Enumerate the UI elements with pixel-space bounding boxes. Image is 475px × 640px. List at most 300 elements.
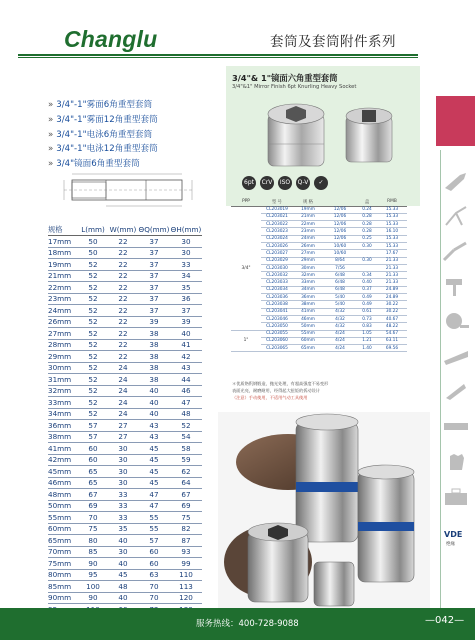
table-cell: 55mm bbox=[48, 512, 78, 524]
table-cell: 24 bbox=[108, 362, 138, 374]
table-cell: 52 bbox=[78, 259, 108, 271]
table-cell: 30 bbox=[108, 546, 138, 558]
table-cell: 43 bbox=[170, 362, 202, 374]
table-cell: 29mm bbox=[48, 351, 78, 363]
table-cell: 85 bbox=[78, 546, 108, 558]
table-cell: 45 bbox=[138, 443, 170, 455]
table-row bbox=[231, 330, 407, 337]
table-cell: 30.22 bbox=[377, 301, 407, 308]
col-model: 型 号 bbox=[261, 198, 293, 206]
pliers-icon[interactable] bbox=[442, 205, 470, 227]
table-cell: 40 bbox=[138, 397, 170, 409]
crv-steel-icon: CrV bbox=[260, 176, 274, 190]
size-table bbox=[48, 224, 202, 639]
page-number: —042— bbox=[425, 615, 465, 626]
table-cell: 69 bbox=[78, 500, 108, 512]
table-cell: 24.89 bbox=[377, 286, 407, 293]
table-cell: 4/24 bbox=[323, 330, 357, 337]
table-cell: 37 bbox=[138, 247, 170, 259]
table-cell: 0.34 bbox=[357, 272, 377, 279]
table-cell: 37 bbox=[138, 236, 170, 248]
table-cell: 22 bbox=[108, 293, 138, 305]
table-cell: 22 bbox=[108, 316, 138, 328]
table-cell: 55 bbox=[138, 523, 170, 535]
note-line: 表面光亮，耐磨耐用，经得起大扭矩的扳动设计 bbox=[232, 388, 320, 393]
warning-note: （注意）手动使用，不适用气动工具使用 bbox=[232, 395, 308, 400]
product-series-list bbox=[48, 98, 218, 172]
table-cell: 45 bbox=[138, 477, 170, 489]
iso-icon: ISO bbox=[278, 176, 292, 190]
bullet-arrow-icon: » bbox=[48, 100, 54, 110]
table-cell: CL203034 bbox=[261, 286, 293, 293]
table-cell: 52 bbox=[78, 362, 108, 374]
table-cell: 21.33 bbox=[377, 279, 407, 286]
table-cell: 41 bbox=[170, 339, 202, 351]
table-row bbox=[48, 236, 202, 248]
table-row bbox=[48, 282, 202, 294]
table-row bbox=[48, 581, 202, 593]
sidebar-divider bbox=[440, 150, 441, 610]
wrench-icon[interactable] bbox=[442, 170, 470, 192]
table-cell: 6/48 bbox=[323, 272, 357, 279]
table-cell: 22 bbox=[108, 270, 138, 282]
col-drive: PPP bbox=[231, 198, 261, 206]
table-cell: 17.67 bbox=[377, 250, 407, 257]
table-cell: 21.33 bbox=[377, 264, 407, 271]
table-cell: 46 bbox=[170, 385, 202, 397]
table-cell: 0.28 bbox=[357, 221, 377, 228]
table-cell: 21.33 bbox=[377, 272, 407, 279]
table-row bbox=[48, 558, 202, 570]
table-cell: 22 bbox=[108, 339, 138, 351]
table-cell: 24 bbox=[108, 385, 138, 397]
table-row bbox=[48, 351, 202, 363]
table-cell: 0.24 bbox=[357, 206, 377, 213]
col-spec: 规格 bbox=[48, 224, 78, 236]
table-cell bbox=[357, 250, 377, 257]
table-cell: 34 bbox=[170, 270, 202, 282]
table-cell: 39 bbox=[170, 316, 202, 328]
table-cell: 42mm bbox=[48, 454, 78, 466]
table-cell: 40 bbox=[170, 328, 202, 340]
table-cell: 43 bbox=[138, 420, 170, 432]
table-cell: 1.05 bbox=[357, 330, 377, 337]
table-cell: 22mm bbox=[293, 221, 323, 228]
table-cell: 15.33 bbox=[377, 235, 407, 242]
table-cell: 99 bbox=[170, 558, 202, 570]
table-cell: 12/06 bbox=[323, 235, 357, 242]
table-cell: 12/06 bbox=[323, 213, 357, 220]
table-cell: 120 bbox=[170, 592, 202, 604]
bullet-arrow-icon: » bbox=[48, 114, 54, 125]
table-cell: 50mm bbox=[293, 323, 323, 330]
table-cell: 0.49 bbox=[357, 301, 377, 308]
bullet-arrow-icon: » bbox=[48, 159, 54, 170]
table-cell: 0.61 bbox=[357, 308, 377, 315]
table-cell: 62 bbox=[170, 466, 202, 478]
table-cell: 65mm bbox=[293, 345, 323, 352]
table-cell: 93 bbox=[170, 546, 202, 558]
table-cell: 52 bbox=[78, 282, 108, 294]
brand-logo: Changlu bbox=[64, 26, 158, 52]
check-icon: ✓ bbox=[314, 176, 328, 190]
col-weight: 盒 bbox=[357, 198, 377, 206]
table-cell: 24mm bbox=[48, 305, 78, 317]
category-tab-sockets[interactable] bbox=[436, 96, 475, 146]
list-item[interactable]: » 3/4"-1"电泳6角重型套筒 bbox=[48, 129, 153, 140]
table-cell: 52 bbox=[78, 339, 108, 351]
page-footer bbox=[0, 608, 475, 640]
socket-dimension-drawing bbox=[60, 170, 200, 210]
table-cell: 21mm bbox=[48, 270, 78, 282]
table-cell: 42 bbox=[170, 351, 202, 363]
table-cell: 28mm bbox=[48, 339, 78, 351]
table-cell: 47 bbox=[138, 489, 170, 501]
table-cell: 55 bbox=[138, 512, 170, 524]
table-cell: 4/32 bbox=[323, 308, 357, 315]
saw-icon[interactable] bbox=[442, 345, 470, 367]
table-cell: 43 bbox=[138, 431, 170, 443]
table-cell: 47 bbox=[170, 397, 202, 409]
table-row bbox=[48, 259, 202, 271]
product-photo bbox=[218, 412, 430, 612]
table-row bbox=[48, 466, 202, 478]
header-divider bbox=[18, 54, 418, 56]
table-cell: 12/06 bbox=[323, 206, 357, 213]
table-cell: 37 bbox=[138, 293, 170, 305]
table-cell: 85mm bbox=[48, 581, 78, 593]
table-cell: 54 bbox=[170, 431, 202, 443]
table-cell: 35 bbox=[108, 523, 138, 535]
table-cell: 57 bbox=[138, 535, 170, 547]
table-cell: 24 bbox=[108, 397, 138, 409]
table-cell: 52 bbox=[78, 397, 108, 409]
table-row bbox=[48, 362, 202, 374]
quality-icon: Q-V bbox=[296, 176, 310, 190]
table-cell: CL203022 bbox=[261, 221, 293, 228]
drive-size-cell: 1" bbox=[231, 330, 261, 352]
table-cell: 90mm bbox=[48, 592, 78, 604]
table-cell: 90 bbox=[78, 592, 108, 604]
table-cell: 48 bbox=[108, 581, 138, 593]
table-row bbox=[231, 206, 407, 213]
list-item[interactable]: » 3/4"-1"电泳12角重型套筒 bbox=[48, 144, 158, 155]
table-cell: 50mm bbox=[48, 500, 78, 512]
cutter-icon[interactable] bbox=[442, 380, 470, 402]
table-cell: 57 bbox=[78, 431, 108, 443]
table-cell: 0.25 bbox=[357, 235, 377, 242]
table-cell: CL203033 bbox=[261, 279, 293, 286]
table-cell: 45 bbox=[138, 466, 170, 478]
table-cell: 30mm bbox=[48, 362, 78, 374]
table-cell: 24 bbox=[108, 408, 138, 420]
table-cell: CL203024 bbox=[261, 235, 293, 242]
table-cell: 6/48 bbox=[323, 286, 357, 293]
col-q-dia: ΘQ(mm) bbox=[138, 225, 170, 234]
table-cell: 7/56 bbox=[323, 264, 357, 271]
table-cell: 52 bbox=[78, 351, 108, 363]
table-cell: 32mm bbox=[293, 272, 323, 279]
header-divider-thin bbox=[18, 57, 418, 58]
table-cell: 27mm bbox=[293, 250, 323, 257]
table-cell: 22 bbox=[108, 351, 138, 363]
table-cell: 52 bbox=[78, 374, 108, 386]
table-cell: 38 bbox=[138, 374, 170, 386]
table-cell bbox=[357, 264, 377, 271]
table-cell: 90 bbox=[78, 558, 108, 570]
table-header-row bbox=[48, 224, 202, 236]
table-row bbox=[48, 374, 202, 386]
table-row bbox=[48, 523, 202, 535]
table-cell: 30.22 bbox=[377, 308, 407, 315]
table-cell: 60 bbox=[78, 443, 108, 455]
table-cell: CL203055 bbox=[261, 330, 293, 337]
table-row bbox=[48, 500, 202, 512]
table-cell: 4/32 bbox=[323, 323, 357, 330]
hammer-icon[interactable] bbox=[442, 275, 470, 297]
vde-label[interactable]: VDE bbox=[444, 530, 463, 539]
table-cell: CL203032 bbox=[261, 272, 293, 279]
table-cell: 15.33 bbox=[377, 206, 407, 213]
feature-badges bbox=[238, 176, 418, 192]
table-cell: 10/60 bbox=[323, 242, 357, 249]
table-cell: 60mm bbox=[48, 523, 78, 535]
table-cell: CL203036 bbox=[261, 294, 293, 301]
table-cell: 39 bbox=[138, 316, 170, 328]
table-cell: CL203026 bbox=[261, 242, 293, 249]
bullet-arrow-icon: » bbox=[48, 129, 54, 140]
table-cell: 38mm bbox=[48, 431, 78, 443]
table-cell: 0.73 bbox=[357, 315, 377, 322]
table-cell: 0.28 bbox=[357, 228, 377, 235]
table-cell: 24.89 bbox=[377, 294, 407, 301]
table-cell: 1.21 bbox=[357, 337, 377, 344]
table-cell: 75 bbox=[170, 512, 202, 524]
table-cell: 38mm bbox=[293, 301, 323, 308]
note-line: ＊优质铬钒钢锻造，抛光处理，有超高强度不易变形 bbox=[232, 381, 329, 386]
table-cell: 23mm bbox=[48, 293, 78, 305]
table-cell: 95 bbox=[78, 569, 108, 581]
table-cell: 70 bbox=[138, 592, 170, 604]
table-cell: 33mm bbox=[48, 397, 78, 409]
table-cell: 45 bbox=[138, 454, 170, 466]
table-cell: 52 bbox=[78, 316, 108, 328]
table-cell: 38 bbox=[138, 351, 170, 363]
table-cell: 41mm bbox=[48, 443, 78, 455]
tape-measure-icon[interactable] bbox=[442, 310, 470, 332]
table-row bbox=[48, 443, 202, 455]
table-cell: 34mm bbox=[48, 408, 78, 420]
table-cell: 33 bbox=[170, 259, 202, 271]
table-cell: 38 bbox=[138, 328, 170, 340]
table-cell: 75mm bbox=[48, 558, 78, 570]
table-cell: 37 bbox=[138, 305, 170, 317]
table-cell: 50 bbox=[78, 247, 108, 259]
table-row bbox=[48, 328, 202, 340]
table-cell: 50 bbox=[78, 236, 108, 248]
list-item[interactable]: » 3/4"-1"雾面12角重型套筒 bbox=[48, 114, 158, 125]
table-row bbox=[48, 512, 202, 524]
table-row bbox=[48, 385, 202, 397]
table-cell: 21mm bbox=[293, 213, 323, 220]
table-cell: 65 bbox=[78, 477, 108, 489]
glove-icon[interactable] bbox=[442, 450, 470, 472]
table-cell: 30mm bbox=[293, 264, 323, 271]
table-cell: 52 bbox=[78, 293, 108, 305]
table-cell: 37 bbox=[170, 305, 202, 317]
table-cell: 15.33 bbox=[377, 221, 407, 228]
table-cell: 40 bbox=[138, 385, 170, 397]
table-cell: CL203046 bbox=[261, 315, 293, 322]
table-row bbox=[48, 477, 202, 489]
table-header-row bbox=[231, 198, 407, 206]
table-row bbox=[48, 408, 202, 420]
table-cell: 45mm bbox=[48, 466, 78, 478]
table-cell: 33 bbox=[108, 500, 138, 512]
table-cell: 33mm bbox=[293, 279, 323, 286]
table-cell: 27 bbox=[108, 431, 138, 443]
table-cell: 32mm bbox=[48, 385, 78, 397]
screwdriver-icon[interactable] bbox=[442, 240, 470, 262]
table-cell: CL203019 bbox=[261, 206, 293, 213]
table-cell: 48 bbox=[170, 408, 202, 420]
table-cell: 8/64 bbox=[323, 257, 357, 264]
table-cell: 22 bbox=[108, 247, 138, 259]
table-cell: 60 bbox=[138, 546, 170, 558]
table-cell: 37 bbox=[138, 282, 170, 294]
table-cell: 52 bbox=[78, 328, 108, 340]
table-cell: 4/24 bbox=[323, 337, 357, 344]
table-cell: 36 bbox=[170, 293, 202, 305]
table-cell: 70 bbox=[138, 581, 170, 593]
table-cell: 46mm bbox=[293, 315, 323, 322]
table-cell: 52 bbox=[78, 305, 108, 317]
table-cell: 34mm bbox=[293, 286, 323, 293]
table-row bbox=[48, 339, 202, 351]
table-cell: 26mm bbox=[48, 316, 78, 328]
table-cell: 0.30 bbox=[357, 257, 377, 264]
table-cell: 52 bbox=[170, 420, 202, 432]
socket-small-image bbox=[338, 102, 400, 168]
table-cell: 0.49 bbox=[357, 294, 377, 301]
table-cell: 52 bbox=[78, 270, 108, 282]
table-cell: 58 bbox=[170, 443, 202, 455]
page-title: 套筒及套筒附件系列 bbox=[270, 34, 396, 50]
table-cell: 36mm bbox=[293, 294, 323, 301]
table-cell: 18mm bbox=[48, 247, 78, 259]
table-cell: 37 bbox=[138, 259, 170, 271]
product-notes bbox=[232, 380, 422, 401]
table-cell: CL203030 bbox=[261, 264, 293, 271]
table-cell: 57 bbox=[78, 420, 108, 432]
col-h-dia: ΘH(mm) bbox=[170, 225, 202, 234]
table-cell: CL203021 bbox=[261, 213, 293, 220]
table-cell: 40.67 bbox=[377, 315, 407, 322]
table-cell: CL203027 bbox=[261, 250, 293, 257]
table-cell: 19mm bbox=[293, 206, 323, 213]
table-cell: 82 bbox=[170, 523, 202, 535]
table-cell: 40 bbox=[138, 408, 170, 420]
table-cell: 26mm bbox=[293, 242, 323, 249]
col-size: 规 格 bbox=[293, 198, 323, 206]
table-cell: 65 bbox=[78, 466, 108, 478]
table-row bbox=[48, 316, 202, 328]
table-cell: 44 bbox=[170, 374, 202, 386]
table-cell: 55mm bbox=[293, 330, 323, 337]
table-cell: 22mm bbox=[48, 282, 78, 294]
table-cell: 67 bbox=[170, 489, 202, 501]
table-cell: 38 bbox=[138, 362, 170, 374]
table-cell: 30 bbox=[108, 454, 138, 466]
table-cell: 87 bbox=[170, 535, 202, 547]
table-row bbox=[48, 270, 202, 282]
table-cell: 60mm bbox=[293, 337, 323, 344]
table-row bbox=[48, 546, 202, 558]
table-cell: 113 bbox=[170, 581, 202, 593]
table-cell: 16.10 bbox=[377, 228, 407, 235]
table-cell: CL203038 bbox=[261, 301, 293, 308]
table-cell: 12/06 bbox=[323, 221, 357, 228]
table-cell: 47 bbox=[138, 500, 170, 512]
table-cell: 17mm bbox=[48, 236, 78, 248]
table-cell: 10/60 bbox=[323, 250, 357, 257]
table-cell: 33 bbox=[108, 489, 138, 501]
table-cell: 60 bbox=[138, 558, 170, 570]
col-price: RMB bbox=[377, 198, 407, 206]
table-cell: 110 bbox=[170, 569, 202, 581]
list-item[interactable]: » 3/4"镜面6角重型套筒 bbox=[48, 159, 140, 170]
table-cell: CL203023 bbox=[261, 228, 293, 235]
list-item[interactable]: » 3/4"-1"雾面6角重型套筒 bbox=[48, 100, 153, 110]
toolbox-icon[interactable] bbox=[442, 485, 470, 507]
table-cell: 12/06 bbox=[323, 228, 357, 235]
table-cell: 52 bbox=[78, 408, 108, 420]
table-row bbox=[48, 454, 202, 466]
table-cell: 45 bbox=[108, 569, 138, 581]
table-cell: CL203060 bbox=[261, 337, 293, 344]
table-cell: 5/40 bbox=[323, 301, 357, 308]
vde-sublabel: 绝缘 bbox=[446, 542, 455, 547]
table-row bbox=[48, 293, 202, 305]
spec-table bbox=[231, 198, 407, 352]
table-cell: 40 bbox=[108, 592, 138, 604]
table-cell: CL203041 bbox=[261, 308, 293, 315]
table-cell: 22 bbox=[108, 236, 138, 248]
table-cell: 69.56 bbox=[377, 345, 407, 352]
table-cell: 35 bbox=[170, 282, 202, 294]
table-cell: 1.40 bbox=[357, 345, 377, 352]
table-cell: 30 bbox=[170, 236, 202, 248]
table-row bbox=[48, 305, 202, 317]
col-pack bbox=[323, 198, 357, 206]
bullet-arrow-icon: » bbox=[48, 144, 54, 155]
table-cell: 40 bbox=[108, 558, 138, 570]
table-row bbox=[48, 431, 202, 443]
table-cell: 15.33 bbox=[377, 242, 407, 249]
table-cell: 0.37 bbox=[357, 286, 377, 293]
table-cell: 70 bbox=[78, 512, 108, 524]
table-cell: 0.30 bbox=[357, 242, 377, 249]
table-cell: 40 bbox=[108, 535, 138, 547]
table-row bbox=[48, 420, 202, 432]
table-cell: 64 bbox=[170, 477, 202, 489]
hex-6pt-icon: 6pt bbox=[242, 176, 256, 190]
table-cell: 19mm bbox=[48, 259, 78, 271]
table-cell: 63 bbox=[138, 569, 170, 581]
col-width: W(mm) bbox=[109, 225, 137, 234]
level-icon[interactable] bbox=[442, 415, 470, 437]
table-cell: 27mm bbox=[48, 328, 78, 340]
